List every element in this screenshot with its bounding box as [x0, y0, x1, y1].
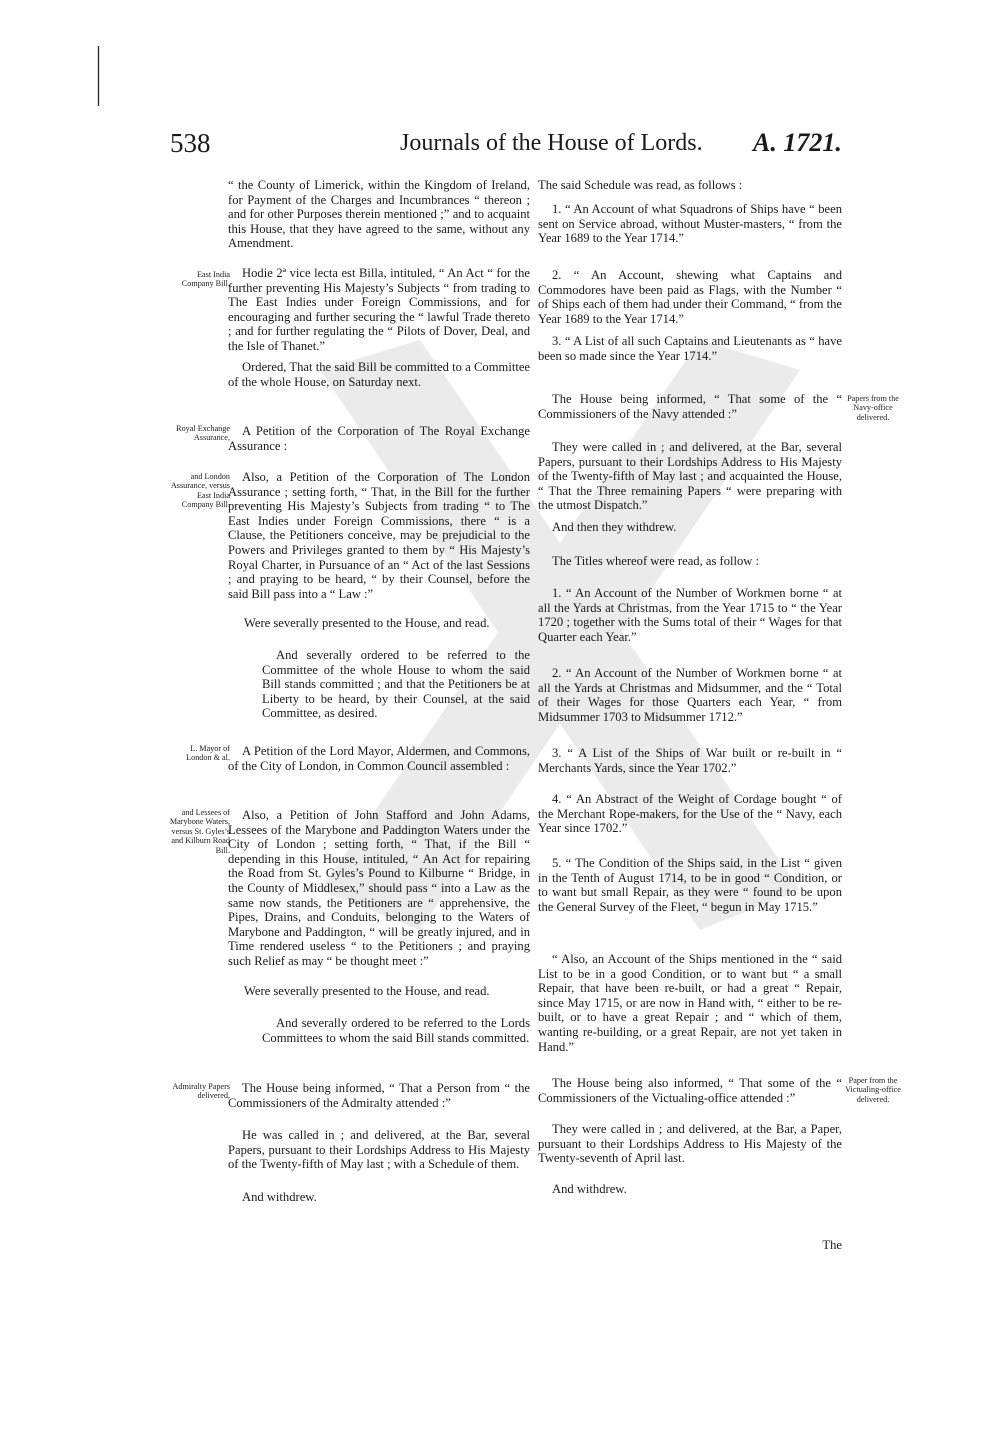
- margin-note: East India Company Bill.: [181, 270, 230, 289]
- paragraph: The House being informed, “ That some of the “ Commissioners of the Navy attended :”: [538, 392, 842, 421]
- margin-note: Admiralty Papers delivered,: [172, 1082, 230, 1101]
- paragraph: They were called in ; and delivered, at the Bar, a Paper, pursuant to their Lordships Address to His Majesty of the Twenty-seventh of April last.: [538, 1122, 842, 1166]
- paragraph: “ the County of Limerick, within the Kingdom of Ireland, for Payment of the Charges and Incumbrances “ thereon ; and for other Purposes therein mentioned ;” and to acquaint this House, that they have agreed to the same, without any Amendment.: [228, 178, 530, 251]
- paragraph: And then they withdrew.: [552, 520, 677, 534]
- paragraph: The House being also informed, “ That some of the “ Commissioners of the Victualing-office attended :”: [538, 1076, 842, 1105]
- page-title: Journals of the House of Lords.: [400, 130, 703, 156]
- page-year: A. 1721.: [753, 128, 842, 157]
- margin-pen-stroke: [97, 46, 100, 106]
- paragraph: Ordered, That the said Bill be committed to a Committee of the whole House, on Saturday next.: [228, 360, 530, 389]
- paragraph: They were called in ; and delivered, at the Bar, several Papers, pursuant to their Lordships Address to His Majesty of the Twenty-fifth of May last ; and acquainted the House, “ That the Three remaining Papers “ were preparing with the utmost Dispatch.”: [538, 440, 842, 513]
- paragraph: 2. “ An Account, shewing what Captains and Commodores have been paid as Flags, with the Number “ of Ships each of them had under their Command, “ from the Year 1689 to the Year 1714.”: [538, 268, 842, 326]
- paragraph: And withdrew.: [552, 1182, 627, 1196]
- paragraph: Also, a Petition of John Stafford and John Adams, Lessees of the Marybone and Paddington Waters under the City of London ; setting forth, “ That, if the Bill “ depending in this House, intituled, “ An Act for repairing the Road from St. Gyles’s Pound to Kilburne “ Bridge, in the County of Middlesex,” should pass “ into a Law as the same now stands, the Petitioners are “ apprehensive, the Pipes, Drains, and Conduits, belonging to the Waters of Marybone and Paddington, “ will be greatly injured, and in Time rendered useless “ to the Petitioners ; and praying such Relief as may “ be thought meet :”: [228, 808, 530, 968]
- paragraph: Were severally presented to the House, and read.: [244, 616, 490, 630]
- paragraph: 5. “ The Condition of the Ships said, in the List “ given in the Tenth of August 1714, to be in good “ Condition, or to want but small Repair, as they were “ found to be upon the General Survey of the Fleet, “ begun in May 1715.”: [538, 856, 842, 914]
- margin-note: L. Mayor of London & al.: [186, 744, 230, 763]
- paragraph: He was called in ; and delivered, at the Bar, several Papers, pursuant to their Lordships Address to His Majesty of the Twenty-fifth of May last ; with a Schedule of them.: [228, 1128, 530, 1172]
- paragraph: The Titles whereof were read, as follow :: [552, 554, 760, 568]
- paragraph: A Petition of the Corporation of The Royal Exchange Assurance :: [228, 424, 530, 453]
- paragraph: 2. “ An Account of the Number of Workmen borne “ at all the Yards at Christmas and Midsummer, and the “ Total of their Wages for those Quarters each Year, “ from Midsummer 1703 to Midsummer 1712.”: [538, 666, 842, 724]
- paragraph: 4. “ An Abstract of the Weight of Cordage bought “ of the Merchant Rope-makers, for the Use of the “ Navy, each Year since 1702.”: [538, 792, 842, 836]
- page-number: 538: [170, 128, 211, 158]
- paragraph: Hodie 2ª vice lecta est Billa, intituled, “ An Act “ for the further preventing His Majesty’s Subjects “ from trading to The East Indies under Foreign Commissions, and for encouraging and further securing the “ lawful Trade thereto ; and for further regulating the “ Pilots of Dover, Deal, and the Isle of Thanet.”: [228, 266, 530, 353]
- paragraph: 3. “ A List of the Ships of War built or re-built in “ Merchants Yards, since the Year 1702.”: [538, 746, 842, 775]
- paragraph: A Petition of the Lord Mayor, Aldermen, and Commons, of the City of London, in Common Council assembled :: [228, 744, 530, 773]
- paragraph: 1. “ An Account of the Number of Workmen borne “ at all the Yards at Christmas, from the Year 1715 to “ the Year 1720 ; together with the Sums total of their “ Wages for that Quarter each Year.”: [538, 586, 842, 644]
- margin-note: Paper from the Victualing-office delivered.: [845, 1076, 901, 1104]
- paragraph: 1. “ An Account of what Squadrons of Ships have “ been sent on Service abroad, without Muster-masters, “ from the Year 1689 to the Year 1714.”: [538, 202, 842, 246]
- margin-note: Papers from the Navy-office delivered.: [847, 394, 899, 422]
- paragraph: Were severally presented to the House, and read.: [244, 984, 490, 998]
- paragraph: The: [822, 1238, 842, 1252]
- paragraph: 3. “ A List of all such Captains and Lieutenants as “ have been so made since the Year 1714.”: [538, 334, 842, 363]
- paragraph: And severally ordered to be referred to the Committee of the whole House to whom the said Bill stands committed ; and that the Petitioners be at Liberty to be heard, by their Counsel, at the said Committee, as desired.: [262, 648, 530, 721]
- page-header: [0, 122, 992, 170]
- paragraph: And withdrew.: [242, 1190, 317, 1204]
- paragraph: Also, a Petition of the Corporation of The London Assurance ; setting forth, “ That, in the Bill for the further preventing His Majesty’s Subjects from trading “ to The East Indies under Foreign Commissions, there “ is a Clause, the Petitioners conceive, may be prejudicial to the Powers and Privileges granted to them by “ His Majesty’s Royal Charter, in Pursuance of an “ Act of the last Sessions ; and praying to be heard, “ by their Counsel, before the said Bill pass into a “ Law :”: [228, 470, 530, 601]
- paragraph: And severally ordered to be referred to the Lords Committees to whom the said Bill stands committed.: [262, 1016, 530, 1045]
- paragraph: “ Also, an Account of the Ships mentioned in the “ said List to be in a good Condition, or to want but “ a small Repair, that have been re-built, or had a great “ Repair, since May 1715, or are now in Hand with, “ either to be re-built, or to have a great Repair ; and “ which of them, wanting re-building, or a great Repair, are not yet taken in Hand.”: [538, 952, 842, 1054]
- margin-note: and Lessees of Marybone Waters, versus St. Gyles’s and Kilburn Road Bill.: [169, 808, 230, 855]
- margin-note: and London Assurance, versus East India Company Bill.: [170, 472, 230, 510]
- paragraph: The said Schedule was read, as follows :: [538, 178, 743, 192]
- paragraph: The House being informed, “ That a Person from “ the Commissioners of the Admiralty attended :”: [228, 1081, 530, 1110]
- margin-note: Royal Exchange Assurance,: [176, 424, 230, 443]
